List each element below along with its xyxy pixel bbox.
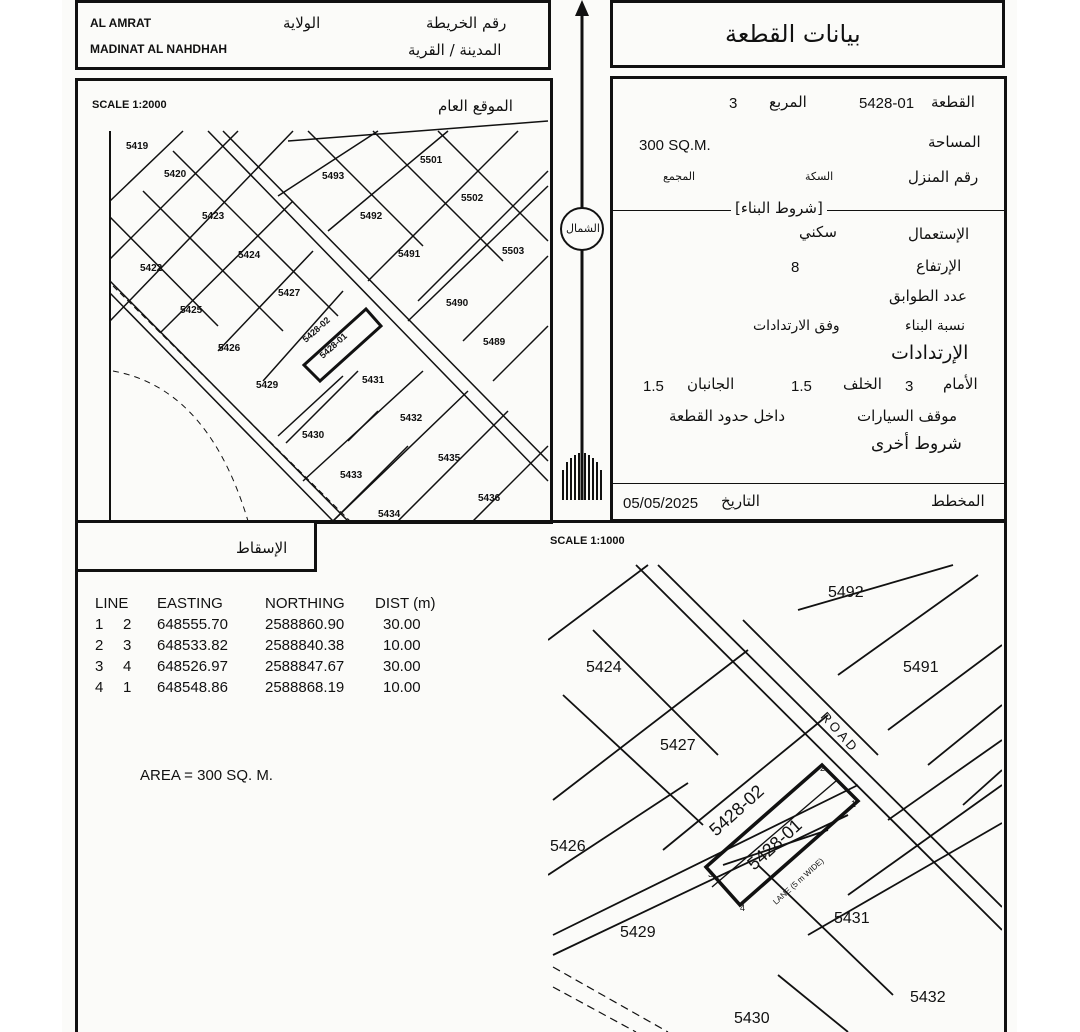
parking-value: داخل حدود القطعة: [669, 407, 785, 425]
line-from: 3: [95, 658, 104, 675]
table-row: [95, 677, 436, 698]
height-label: الإرتفاع: [916, 257, 962, 275]
map-number-label: رقم الخريطة: [426, 14, 507, 32]
plot-label: القطعة: [931, 93, 975, 111]
location-plot-label: 5433: [340, 470, 363, 481]
location-plot-label: 5426: [218, 343, 241, 354]
road-label: ROAD: [817, 708, 863, 756]
corner-number: 4: [740, 903, 746, 913]
table-row: [95, 614, 436, 635]
location-map-box: [75, 78, 553, 524]
location-plot-label: 5428-02: [300, 314, 332, 345]
location-plot-label: 5420: [164, 169, 187, 180]
projection-title: الإسقاط: [236, 539, 288, 557]
location-plot-label: 5489: [483, 337, 506, 348]
detail-plot-label: 5424: [586, 659, 622, 676]
floors-label: عدد الطوابق: [889, 287, 967, 305]
sides-value: 1.5: [643, 378, 664, 395]
northing-cell: 2588860.90: [265, 616, 345, 633]
bottom-frame-right: [1004, 520, 1007, 1032]
location-plot-label: 5490: [446, 298, 469, 309]
plot-data-title: بيانات القطعة: [725, 20, 861, 48]
dist-cell: 10.00: [383, 679, 421, 696]
col-line: LINE: [95, 595, 129, 612]
col-dist: DIST (m): [375, 595, 436, 612]
location-map-title: الموقع العام: [438, 97, 513, 115]
dist-cell: 30.00: [383, 616, 421, 633]
table-row: [95, 635, 436, 656]
location-plot-label: 5422: [140, 263, 163, 274]
city-village-label: المدينة / القرية: [408, 41, 502, 59]
height-value: 8: [791, 259, 800, 276]
location-plot-label: 5427: [278, 288, 301, 299]
street-label: السكة: [805, 170, 834, 183]
wilayat-value: AL AMRAT: [90, 16, 152, 30]
line-to: 1: [123, 679, 132, 696]
area-value: 300 SQ.M.: [639, 137, 711, 154]
parking-label: موقف السيارات: [857, 407, 957, 425]
projection-title-box: [75, 520, 317, 572]
north-label-circle: [560, 207, 604, 251]
detail-plot-label: 5429: [620, 924, 656, 941]
table-row: [95, 656, 436, 677]
location-plot-label: 5428-01: [317, 330, 349, 361]
line-to: 4: [123, 658, 132, 675]
coordinates-header-row: [95, 593, 436, 614]
easting-cell: 648526.97: [157, 658, 228, 675]
detail-plot-label: 5431: [834, 910, 870, 927]
detail-plot-label: 5492: [828, 584, 864, 601]
northing-cell: 2588868.19: [265, 679, 345, 696]
location-plot-label: 5425: [180, 305, 203, 316]
location-plot-label: 5503: [502, 246, 525, 257]
corner-number: 2: [820, 763, 826, 773]
col-northing: NORTHING: [265, 595, 345, 612]
location-plot-label: 5430: [302, 430, 325, 441]
back-label: الخلف: [843, 375, 882, 393]
easting-cell: 648533.82: [157, 637, 228, 654]
location-plot-label: 5431: [362, 375, 385, 386]
location-plot-label: 5432: [400, 413, 423, 424]
date-value: 05/05/2025: [623, 495, 699, 512]
area-summary: AREA = 300 SQ. M.: [140, 767, 273, 784]
front-label: الأمام: [943, 375, 978, 393]
block-value: 3: [729, 95, 738, 112]
use-value: سكني: [799, 223, 837, 241]
building-ratio-label: نسبة البناء: [905, 318, 966, 334]
planner-label: المخطط: [931, 492, 985, 510]
location-plot-label: 5492: [360, 211, 383, 222]
plot-value: 5428-01: [859, 95, 915, 112]
lane-label: LANE (5 m WIDE): [771, 856, 826, 907]
line-from: 2: [95, 637, 104, 654]
location-plot-label: 5501: [420, 155, 443, 166]
detail-plot-label: 5432: [910, 989, 946, 1006]
northing-cell: 2588840.38: [265, 637, 345, 654]
detail-plot-label: 5491: [903, 659, 939, 676]
line-from: 4: [95, 679, 104, 696]
location-plot-label: 5424: [238, 250, 261, 261]
location-plot-label: 5502: [461, 193, 484, 204]
location-scale: SCALE 1:2000: [92, 99, 167, 111]
northing-cell: 2588847.67: [265, 658, 345, 675]
location-plot-label: 5436: [478, 493, 501, 504]
other-label: شروط أخرى: [871, 434, 962, 454]
back-value: 1.5: [791, 378, 812, 395]
highlighted-plot-outline: [304, 309, 381, 381]
plot-details-box: [610, 76, 1007, 522]
line-from: 1: [95, 616, 104, 633]
building-ratio-value: وفق الارتدادات: [753, 318, 840, 334]
wilayat-label: الولاية: [283, 14, 321, 32]
date-label: التاريخ: [721, 492, 760, 510]
location-plot-label: 5435: [438, 453, 461, 464]
col-easting: EASTING: [157, 595, 223, 612]
detail-plot-label: 5428-01: [743, 814, 806, 874]
north-label: الشمال: [566, 222, 600, 235]
detail-map: [548, 555, 1002, 1032]
easting-cell: 648555.70: [157, 616, 228, 633]
complex-label: المجمع: [663, 170, 696, 183]
location-plot-label: 5493: [322, 171, 345, 182]
line-to: 2: [123, 616, 132, 633]
detail-plot-label: 5426: [550, 838, 586, 855]
dist-cell: 10.00: [383, 637, 421, 654]
location-plot-label: 5434: [378, 509, 401, 520]
front-value: 3: [905, 378, 914, 395]
area-label: المساحة: [928, 133, 981, 151]
north-arrow: [555, 0, 610, 505]
location-plot-label: 5491: [398, 249, 421, 260]
location-plot-label: 5429: [256, 380, 279, 391]
setbacks-label: الإرتدادات: [891, 342, 969, 364]
sides-label: الجانبان: [687, 375, 735, 393]
plot-data-title-box: [610, 0, 1005, 68]
coordinates-table: [95, 593, 436, 698]
corner-number: 1: [851, 799, 857, 809]
easting-cell: 648548.86: [157, 679, 228, 696]
detail-plot-label: 5428-02: [705, 780, 768, 840]
detail-plot-label: 5427: [660, 737, 696, 754]
location-plot-label: 5423: [202, 211, 225, 222]
location-map: [78, 81, 550, 521]
corner-number: 3: [708, 869, 714, 879]
detail-scale: SCALE 1:1000: [550, 535, 625, 547]
date-rule: [613, 483, 1004, 484]
use-label: الإستعمال: [908, 225, 970, 243]
bottom-frame-left: [75, 520, 78, 1032]
building-conditions: [شروط البناء]: [731, 201, 827, 216]
location-plot-label: 5419: [126, 141, 149, 152]
detail-plot-label: 5430: [734, 1010, 770, 1027]
block-label: المربع: [769, 93, 807, 111]
line-to: 3: [123, 637, 132, 654]
house-no-label: رقم المنزل: [908, 168, 979, 186]
header-box: [75, 0, 551, 70]
dist-cell: 30.00: [383, 658, 421, 675]
city-village-value: MADINAT AL NAHDHAH: [90, 42, 228, 56]
